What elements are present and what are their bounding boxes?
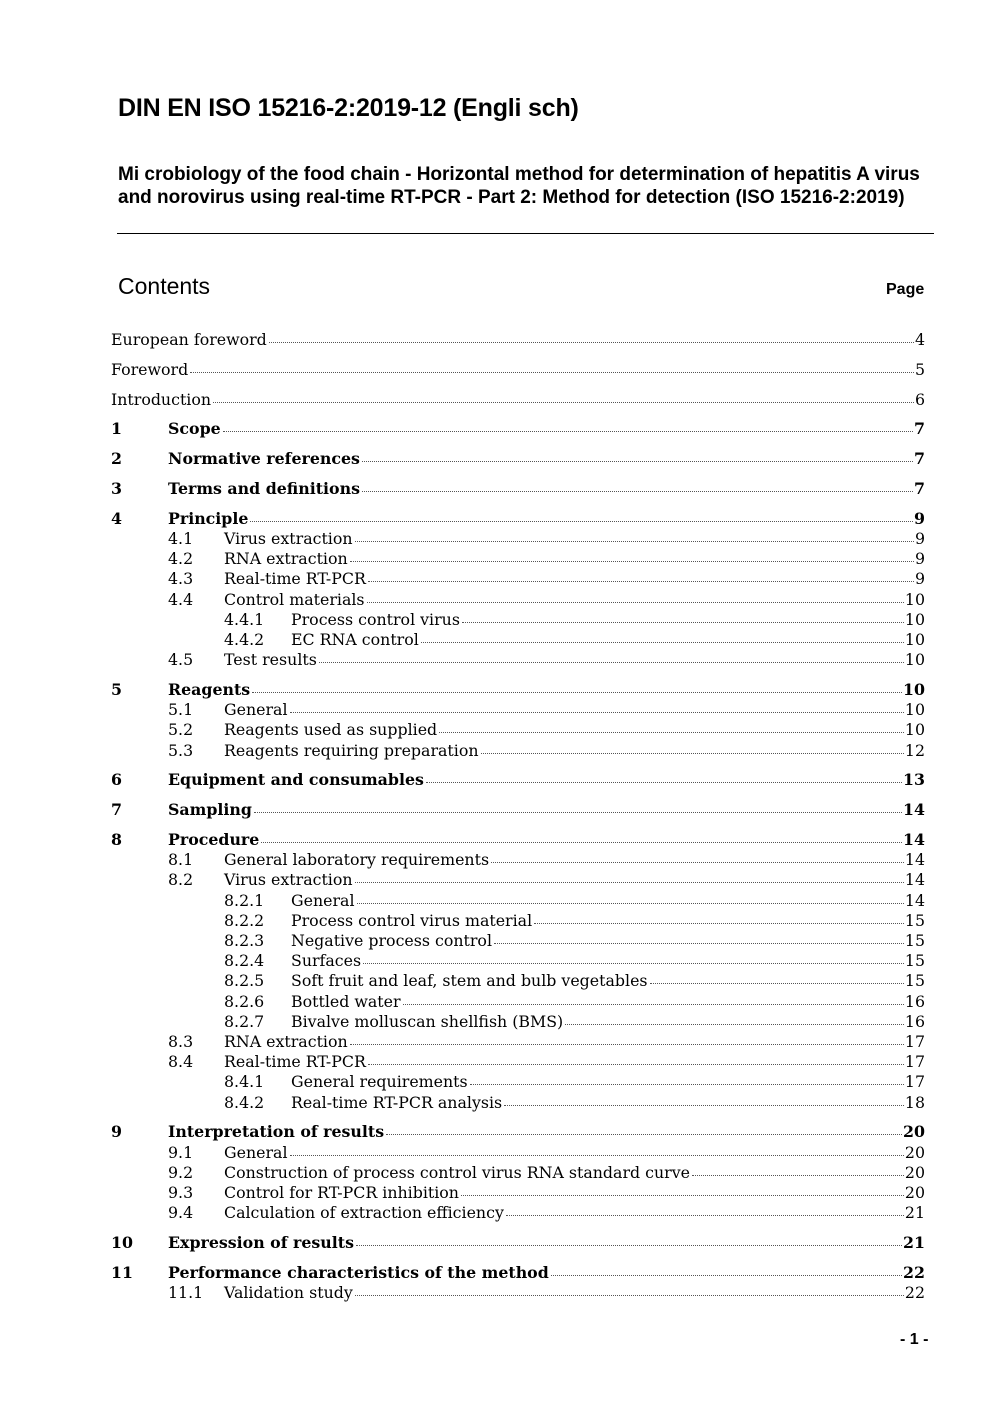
toc-entry[interactable] [111,951,925,971]
toc-entry-number: 4.4 [168,589,194,609]
toc-entry-title[interactable]: Reagents used as supplied [224,720,438,740]
toc-entry-page[interactable]: 9 [914,529,925,548]
toc-entry-title[interactable]: Real-time RT-PCR analysis [291,1092,503,1112]
toc-entry-title[interactable]: General [224,1142,288,1162]
toc-entry[interactable] [111,1143,925,1163]
toc-dot-leader [254,812,902,813]
toc-entry-page[interactable]: 20 [904,1142,925,1162]
toc-entry-page[interactable]: 15 [904,951,925,971]
toc-entry-number: 3 [111,479,122,498]
toc-entry-title[interactable]: Procedure [168,830,260,849]
toc-entry-title[interactable]: Reagents [168,680,251,699]
toc-entry[interactable] [111,479,925,499]
toc-entry-title[interactable]: Surfaces [291,951,362,971]
toc-entry-number: 9.1 [168,1142,194,1162]
toc-entry-page[interactable]: 15 [904,931,925,950]
toc-dot-leader [290,1155,904,1156]
toc-entry-title[interactable]: Bottled water [291,991,401,1011]
toc-entry-number: 8.2.5 [224,971,265,991]
toc-entry-page[interactable]: 7 [914,479,925,498]
toc-entry-page[interactable]: 6 [914,389,925,409]
toc-entry-number: 5.1 [168,700,194,720]
toc-entry-title[interactable]: Process control virus material [291,910,533,930]
toc-dot-leader [190,372,914,373]
toc-entry-title[interactable]: Calculation of extraction efficiency [224,1203,504,1223]
toc-entry-title[interactable]: Virus extraction [224,529,353,548]
toc-entry[interactable] [111,1072,925,1092]
toc-dot-leader [386,1134,902,1135]
toc-dot-leader [481,753,904,754]
toc-entry-page[interactable]: 18 [904,1092,925,1112]
contents-heading: Contents [118,273,211,299]
toc-entry-title[interactable]: Negative process control [291,931,492,950]
toc-dot-leader [213,402,914,403]
toc-entry-title[interactable]: Terms and definitions [168,479,360,498]
toc-entry-page[interactable]: 9 [914,508,925,528]
toc-entry-title[interactable]: RNA extraction [224,1032,348,1051]
toc-entry-title[interactable]: Principle [168,508,249,528]
toc-entry-title[interactable]: Introduction [111,389,212,409]
toc-entry[interactable] [111,419,925,439]
toc-dot-leader [350,561,914,562]
toc-entry[interactable] [111,1052,925,1072]
toc-dot-leader [350,1044,904,1045]
toc-entry[interactable] [111,390,925,410]
toc-entry-number: 8.2.7 [224,1011,265,1031]
toc-dot-leader [504,1105,904,1106]
toc-entry-page[interactable]: 9 [914,549,925,569]
toc-entry-title[interactable]: Performance characteristics of the method [168,1262,549,1282]
toc-entry-number: 8.1 [168,850,194,870]
toc-dot-leader [426,782,902,783]
toc-entry-number: 4.3 [168,569,194,589]
toc-entry[interactable] [111,1263,925,1283]
toc-entry[interactable] [111,590,925,610]
toc-entry-page[interactable]: 13 [903,770,925,790]
toc-dot-leader [362,461,913,462]
toc-entry-title[interactable]: Sampling [168,800,252,820]
toc-entry-title[interactable]: EC RNA control [291,630,419,649]
toc-entry[interactable] [111,1233,925,1253]
toc-entry-title[interactable]: Process control virus [291,609,460,629]
toc-entry[interactable] [111,720,925,740]
toc-entry-number: 8.2.6 [224,991,265,1011]
toc-dot-leader [261,842,902,843]
toc-entry-title[interactable]: Interpretation of results [168,1122,385,1142]
toc-entry-page[interactable]: 15 [904,971,925,991]
toc-entry[interactable] [111,1012,925,1032]
toc-entry-number: 8.2.4 [224,951,265,971]
toc-entry-page[interactable]: 10 [904,650,925,670]
toc-entry-number: 8.2.2 [224,910,265,930]
toc-dot-leader [470,1084,904,1085]
toc-dot-leader [565,1024,904,1025]
toc-entry-number: 9 [111,1122,122,1142]
toc-entry-page[interactable]: 14 [903,800,925,820]
toc-entry-title[interactable]: Real-time RT-PCR [224,569,366,589]
toc-entry-page[interactable]: 20 [904,1162,925,1182]
toc-entry[interactable] [111,650,925,670]
toc-entry[interactable] [111,700,925,720]
toc-entry-title[interactable]: Real-time RT-PCR [224,1052,366,1072]
toc-entry-number: 8.4 [168,1052,194,1072]
toc-entry[interactable] [111,330,925,350]
toc-entry-page[interactable]: 17 [904,1052,925,1072]
toc-entry-page[interactable]: 10 [904,630,925,649]
toc-dot-leader [368,1064,904,1065]
toc-entry-page[interactable]: 16 [904,991,925,1011]
toc-entry[interactable] [111,569,925,589]
toc-entry[interactable] [111,800,925,820]
toc-dot-leader [551,1275,902,1276]
toc-entry-number: 4.5 [168,650,194,670]
toc-entry-number: 10 [111,1233,133,1252]
toc-entry-number: 8.4.1 [224,1072,265,1092]
toc-dot-leader [290,712,904,713]
toc-dot-leader [462,622,904,623]
document-title: DIN EN ISO 15216-2:2019-12 (Engli sch) [118,94,579,122]
toc-entry-title[interactable]: Equipment and consumables [168,770,424,790]
toc-entry-number: 9.2 [168,1162,194,1182]
toc-entry-number: 4 [111,508,122,528]
toc-dot-leader [223,431,913,432]
toc-entry-number: 5 [111,680,122,699]
toc-entry-page[interactable]: 20 [904,1183,925,1202]
toc-entry-number: 9.4 [168,1203,194,1223]
toc-entry-page[interactable]: 10 [904,589,925,609]
toc-entry-page[interactable]: 10 [904,720,925,740]
toc-dot-leader [461,1195,904,1196]
toc-dot-leader [355,541,914,542]
toc-entry[interactable] [111,1093,925,1113]
toc-dot-leader [363,963,904,964]
toc-entry-page[interactable]: 10 [904,700,925,720]
toc-entry-page[interactable]: 17 [904,1072,925,1092]
toc-entry-number: 6 [111,770,122,790]
toc-entry-page[interactable]: 16 [904,1011,925,1031]
toc-entry-title[interactable]: Validation study [224,1283,353,1302]
toc-entry-number: 4.1 [168,529,194,548]
toc-entry-title[interactable]: Virus extraction [224,870,353,890]
toc-entry-number: 8.2.3 [224,931,265,950]
document-subtitle: Mi crobiology of the food chain - Horizontal method for determination of hepatitis A virus and norovirus using real-time RT-PCR - Part 2: Method for detection (ISO 15216-2:2019) [118,164,920,208]
toc-entry-number: 2 [111,449,122,469]
toc-entry-page[interactable]: 21 [904,1203,925,1223]
toc-entry-number: 8.4.2 [224,1092,265,1112]
toc-entry-number: 4.4.1 [224,609,265,629]
toc-entry-title[interactable]: European foreword [111,330,267,349]
toc-entry[interactable] [111,891,925,911]
toc-entry[interactable] [111,830,925,850]
toc-entry-page[interactable]: 15 [904,910,925,930]
toc-entry-page[interactable]: 14 [903,830,925,849]
toc-entry-page[interactable]: 10 [903,680,925,699]
toc-entry-page[interactable]: 5 [914,359,925,379]
toc-dot-leader [650,983,904,984]
toc-dot-leader [494,943,904,944]
toc-entry[interactable] [111,992,925,1012]
toc-dot-leader [368,581,914,582]
toc-entry-number: 9.3 [168,1183,194,1202]
toc-dot-leader [252,692,902,693]
toc-entry-title[interactable]: Control for RT-PCR inhibition [224,1183,459,1202]
toc-entry[interactable] [111,630,925,650]
toc-dot-leader [319,662,904,663]
toc-dot-leader [356,1245,902,1246]
toc-entry-title[interactable]: Foreword [111,359,189,379]
toc-dot-leader [692,1175,904,1176]
toc-entry[interactable] [111,870,925,890]
toc-entry-page[interactable]: 9 [914,569,925,589]
toc-entry-page[interactable]: 7 [914,419,925,439]
toc-entry-number: 5.2 [168,720,194,740]
toc-entry[interactable] [111,1183,925,1203]
toc-dot-leader [506,1215,904,1216]
toc-entry-title[interactable]: General [224,700,288,720]
toc-entry[interactable] [111,360,925,380]
toc-dot-leader [250,521,913,522]
toc-entry-page[interactable]: 4 [914,330,925,349]
toc-entry[interactable] [111,850,925,870]
toc-entry-title[interactable]: RNA extraction [224,549,348,569]
toc-entry[interactable] [111,1203,925,1223]
toc-entry-title[interactable]: General [291,890,355,910]
page-column-label: Page [886,281,925,298]
toc-dot-leader [355,1295,904,1296]
toc-entry-title[interactable]: Test results [224,650,317,670]
toc-entry-number: 1 [111,419,122,439]
toc-entry[interactable] [111,911,925,931]
toc-entry-page[interactable]: 10 [904,609,925,629]
toc-entry-number: 8.2.1 [224,890,265,910]
toc-entry-title[interactable]: Soft fruit and leaf, stem and bulb vegetables [291,971,648,991]
toc-entry-title[interactable]: Scope [168,419,221,439]
toc-dot-leader [367,602,904,603]
toc-entry-page[interactable]: 12 [904,740,925,760]
toc-entry-number: 8.2 [168,870,194,890]
toc-entry[interactable] [111,1032,925,1052]
toc-dot-leader [269,342,914,343]
toc-entry-title[interactable]: Construction of process control virus RNA standard curve [224,1162,690,1182]
toc-dot-leader [355,882,904,883]
toc-entry[interactable] [111,1283,925,1303]
toc-entry-page[interactable]: 22 [904,1283,925,1302]
toc-entry-page[interactable]: 14 [904,890,925,910]
toc-entry[interactable] [111,509,925,529]
page-number-footer: - 1 - [900,1331,929,1348]
toc-entry[interactable] [111,449,925,469]
toc-entry-title[interactable]: Control materials [224,589,365,609]
toc-entry-number: 11.1 [168,1283,204,1302]
toc-entry-page[interactable]: 21 [903,1233,925,1252]
toc-entry[interactable] [111,680,925,700]
toc-entry[interactable] [111,770,925,790]
toc-entry[interactable] [111,549,925,569]
toc-dot-leader [362,491,913,492]
toc-entry[interactable] [111,1122,925,1142]
toc-entry-number: 8.3 [168,1032,194,1051]
toc-entry-number: 4.4.2 [224,630,265,649]
toc-dot-leader [403,1004,904,1005]
toc-entry[interactable] [111,741,925,761]
toc-dot-leader [439,732,904,733]
toc-entry-title[interactable]: General laboratory requirements [224,850,490,870]
toc-entry[interactable] [111,1163,925,1183]
toc-entry-page[interactable]: 22 [903,1262,925,1282]
toc-entry-page[interactable]: 7 [914,449,925,469]
toc-entry-number: 7 [111,800,122,820]
toc-entry-number: 8 [111,830,122,849]
toc-entry-number: 5.3 [168,740,194,760]
toc-entry-page[interactable]: 17 [904,1032,925,1051]
toc-entry-page[interactable]: 14 [904,850,925,870]
toc-entry[interactable] [111,610,925,630]
toc-dot-leader [534,923,904,924]
toc-entry-title[interactable]: Bivalve molluscan shellfish (BMS) [291,1011,564,1031]
toc-dot-leader [421,642,904,643]
toc-entry-page[interactable]: 14 [904,870,925,890]
toc-entry[interactable] [111,931,925,951]
toc-entry-page[interactable]: 20 [903,1122,925,1142]
toc-entry-title[interactable]: Expression of results [168,1233,354,1252]
toc-entry-title[interactable]: Normative references [168,449,360,469]
toc-entry-number: 11 [111,1262,133,1282]
toc-dot-leader [491,862,904,863]
toc-entry-title[interactable]: General requirements [291,1072,468,1092]
toc-entry[interactable] [111,529,925,549]
toc-entry-number: 4.2 [168,549,194,569]
toc-entry-title[interactable]: Reagents requiring preparation [224,740,479,760]
toc-dot-leader [357,903,904,904]
toc-entry[interactable] [111,971,925,991]
